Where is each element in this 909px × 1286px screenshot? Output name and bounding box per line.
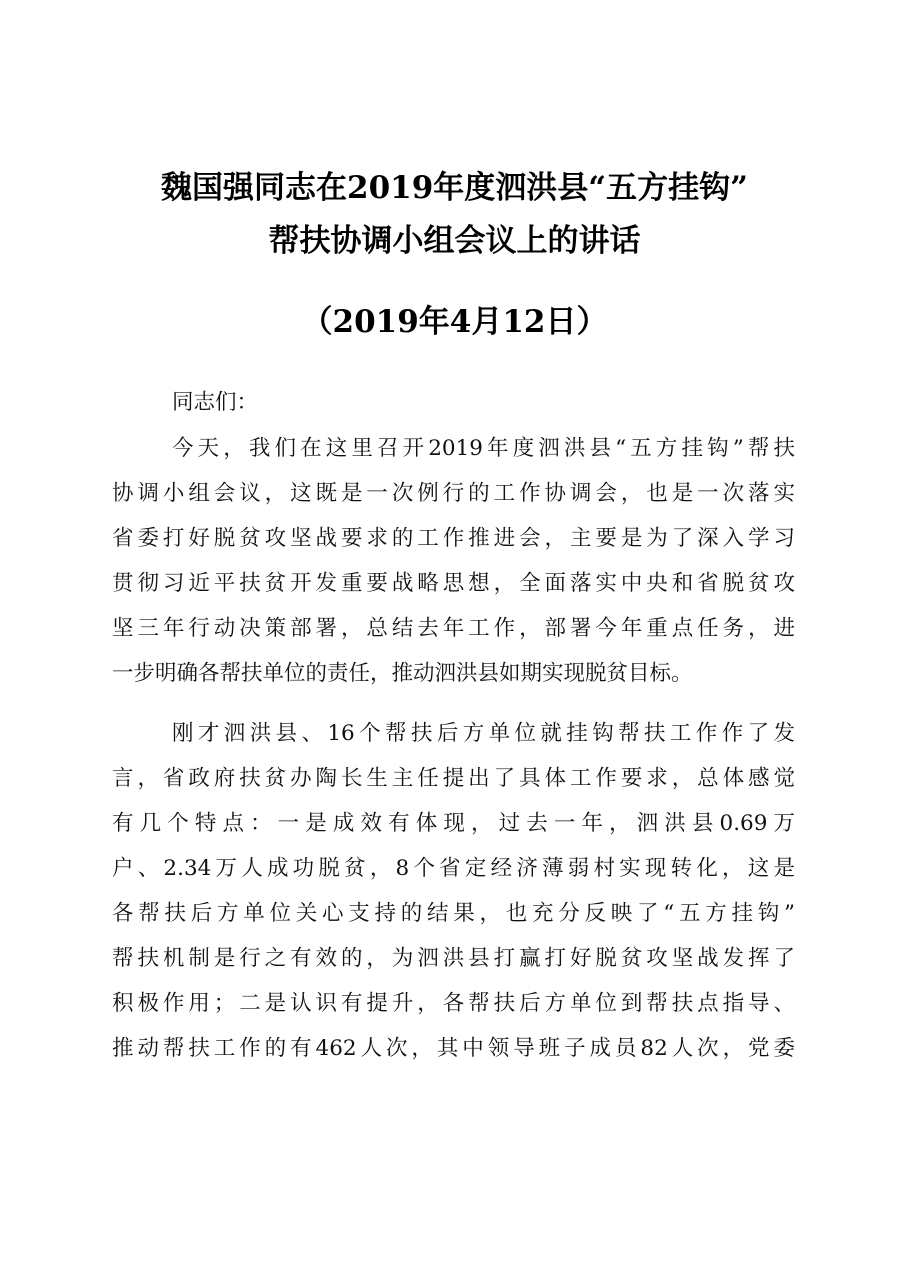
paragraph-line: 有几个特点：一是成效有体现，过去一年，泗洪县0.69万 — [112, 811, 795, 836]
paragraph-line: 省委打好脱贫攻坚战要求的工作推进会，主要是为了深入学习 — [112, 526, 795, 551]
salutation: 同志们： — [172, 390, 259, 415]
paragraph-line: 坚三年行动决策部署，总结去年工作，部署今年重点任务，进 — [112, 616, 795, 641]
paragraph-line: 言，省政府扶贫办陶长生主任提出了具体工作要求，总体感觉 — [112, 766, 795, 791]
paragraph-line: 帮扶机制是行之有效的，为泗洪县打赢打好脱贫攻坚战发挥了 — [112, 946, 795, 971]
paragraph-line: 户、2.34万人成功脱贫，8个省定经济薄弱村实现转化，这是 — [112, 856, 795, 881]
paragraph-line: 各帮扶后方单位关心支持的结果，也充分反映了“五方挂钩” — [112, 901, 795, 926]
document-title-line-2: 帮扶协调小组会议上的讲话 — [268, 223, 641, 259]
paragraph-line: 推动帮扶工作的有462人次，其中领导班子成员82人次，党委 — [112, 1036, 795, 1061]
paragraph-line: 今天，我们在这里召开2019年度泗洪县“五方挂钩”帮扶 — [172, 436, 795, 461]
paragraph-1 — [112, 426, 795, 696]
document-title-line-1: 魏国强同志在2019年度泗洪县“五方挂钩” — [161, 170, 748, 206]
paragraph-line: 一步明确各帮扶单位的责任，推动泗洪县如期实现脱贫目标。 — [112, 661, 693, 686]
paragraph-line: 刚才泗洪县、16个帮扶后方单位就挂钩帮扶工作作了发 — [172, 721, 795, 746]
paragraph-line: 贯彻习近平扶贫开发重要战略思想，全面落实中央和省脱贫攻 — [112, 571, 795, 596]
speech-date: （2019年4月12日） — [301, 304, 608, 340]
paragraph-2 — [112, 711, 795, 1071]
paragraph-line: 积极作用；二是认识有提升，各帮扶后方单位到帮扶点指导、 — [112, 991, 795, 1016]
paragraph-line: 协调小组会议，这既是一次例行的工作协调会，也是一次落实 — [112, 481, 795, 506]
